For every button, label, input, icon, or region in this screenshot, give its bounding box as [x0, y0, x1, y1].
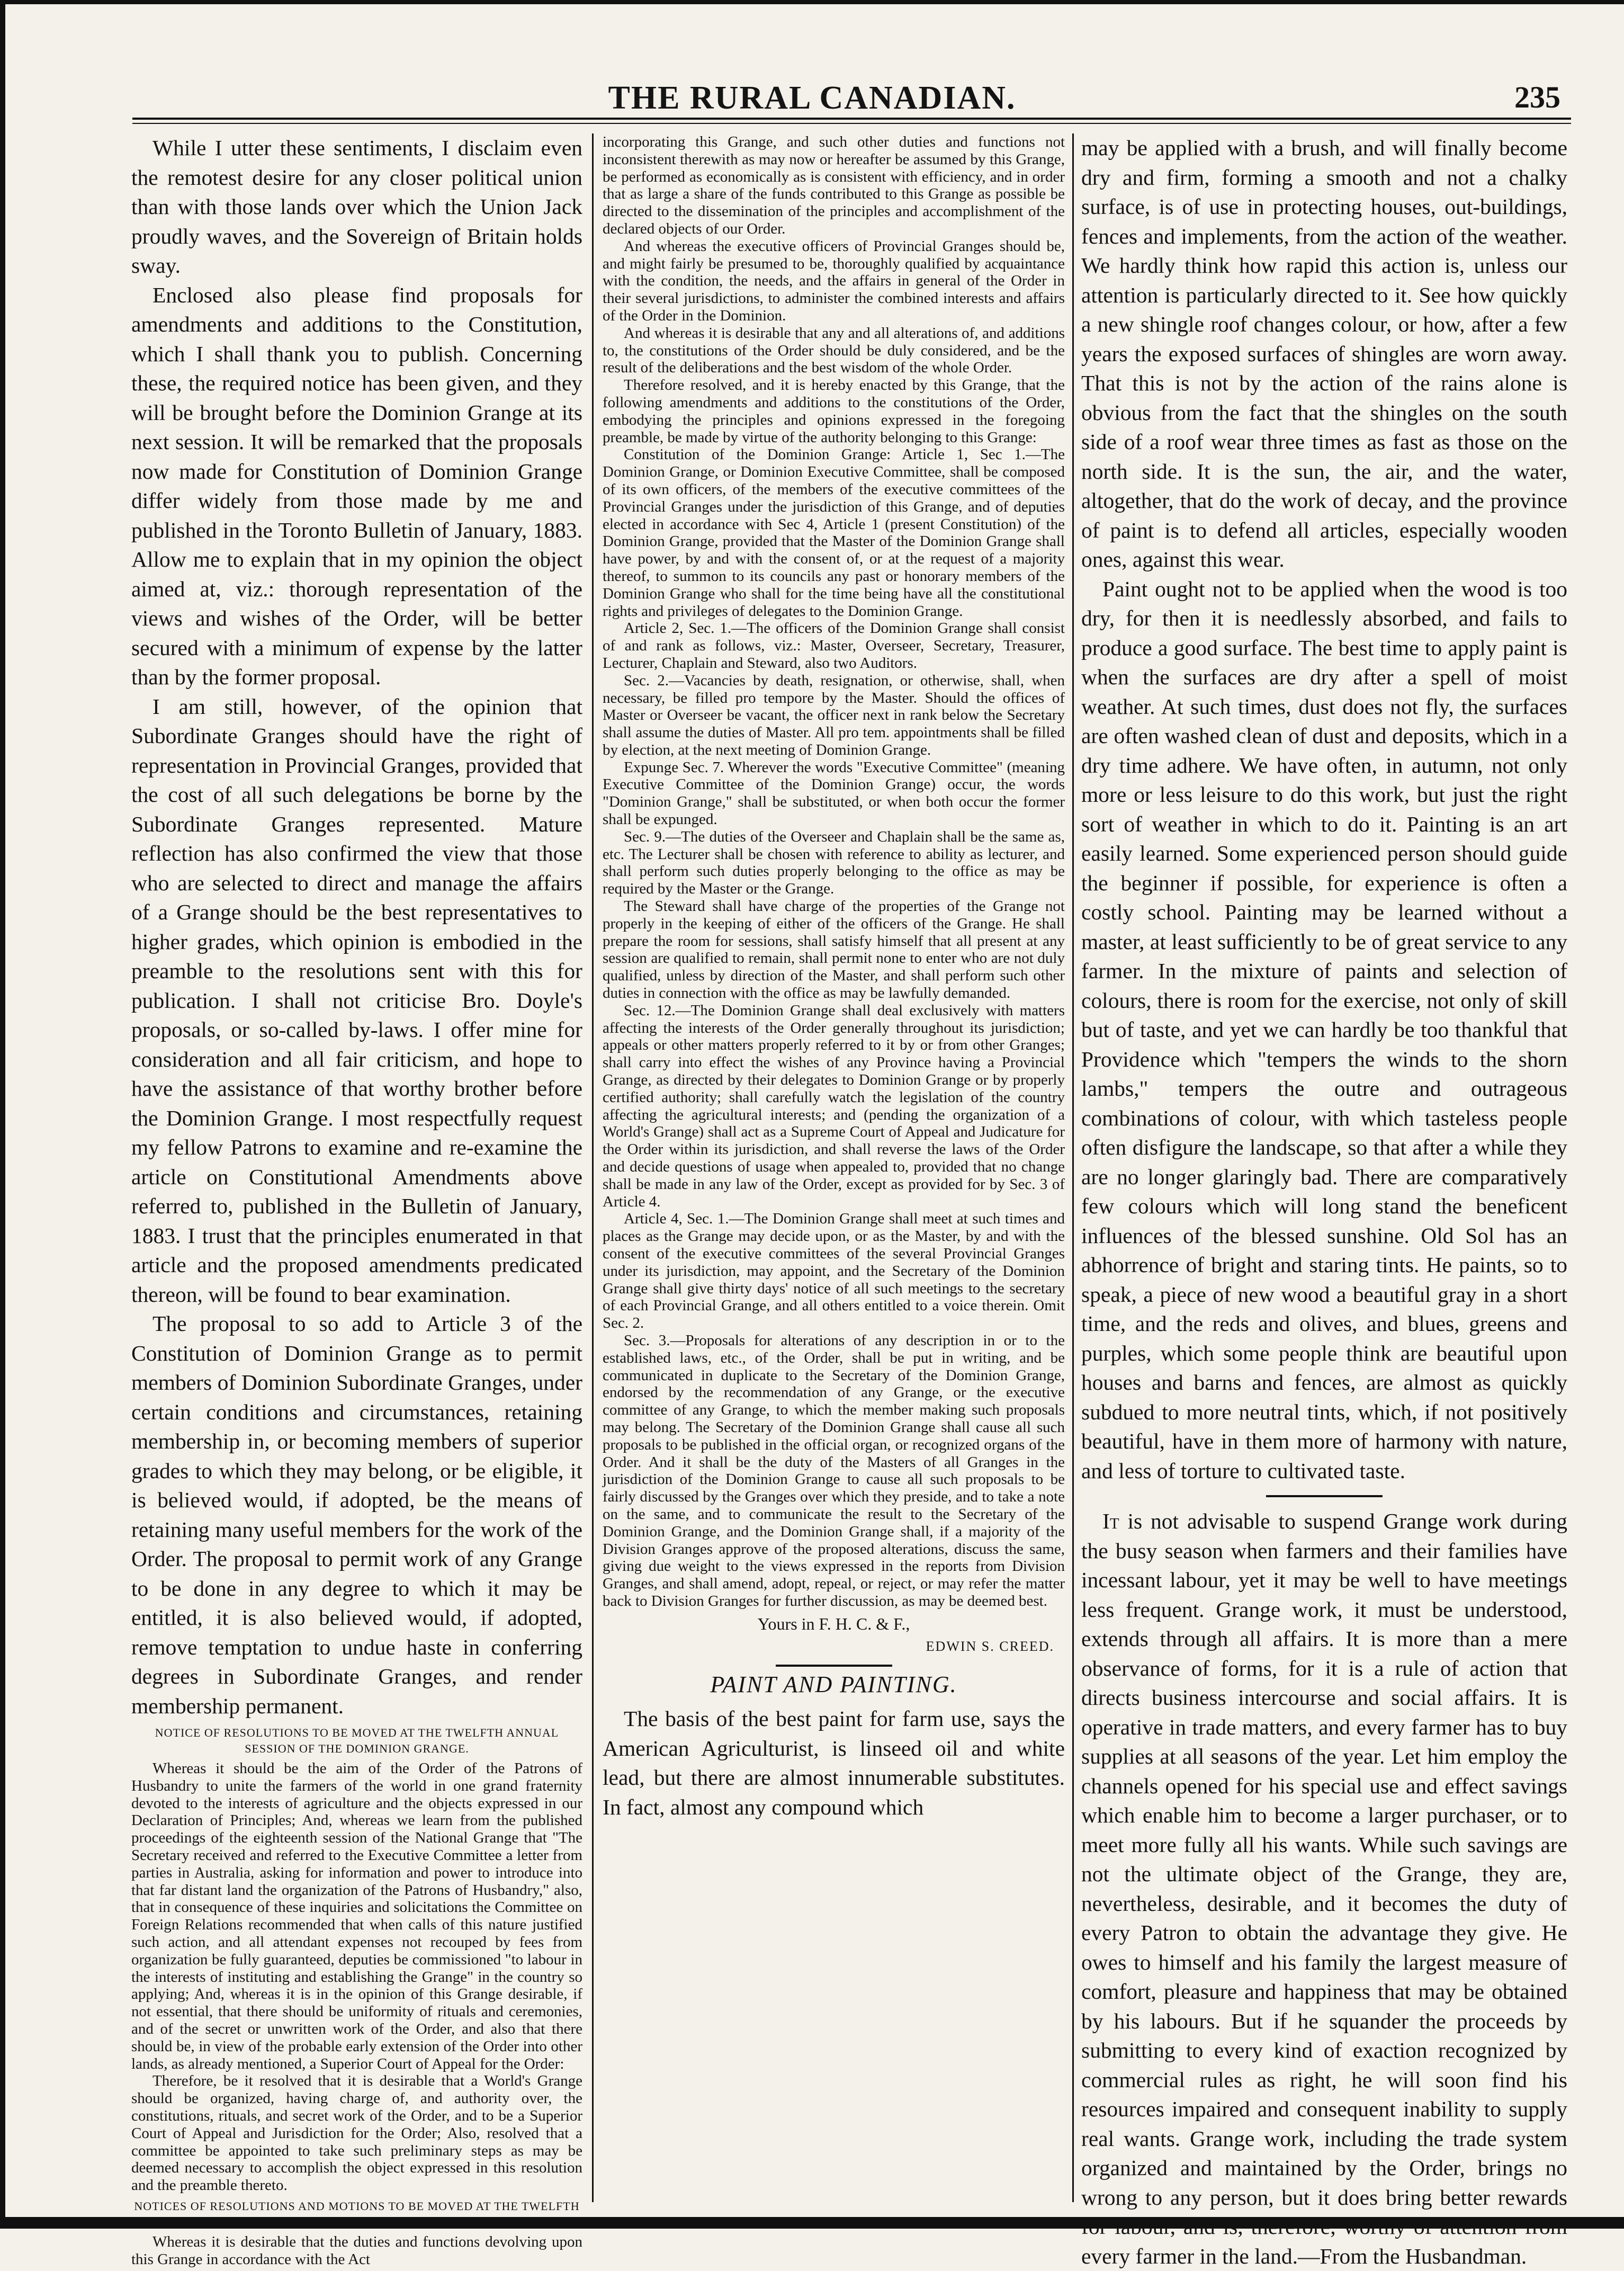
page-number: 235: [1514, 80, 1560, 114]
notice-heading: NOTICE OF RESOLUTIONS TO BE MOVED AT THE TWELFTH ANNUAL SESSION OF THE DOMINION GRANGE.: [155, 1726, 559, 1755]
paragraph: incorporating this Grange, and such other duties and functions not inconsistent therewith as may now or hereafter be assumed by this Grange, be performed as economically as is consistent with efficiency, and in order that as large a share of the funds contributed to this Grange as possible be directed to the dissemination of the principles and accomplishment of the declared objects of our Order.: [603, 133, 1065, 237]
paragraph: Sec. 2.—Vacancies by death, resignation, or otherwise, shall, when necessary, be filled pro tempore by the Master. Should the offices of Master or Overseer be vacant, the officer next in rank below the Secretary shall assume the duties of Master. All pro tem. appointments shall be filled by election, at the next meeting of Dominion Grange.: [603, 672, 1065, 758]
resolution-paragraph: Whereas it is desirable that the duties and functions devolving upon this Grange in accordance with the Act: [131, 2233, 582, 2268]
paragraph: While I utter these sentiments, I disclaim even the remotest desire for any closer political union than with those lands over which the Union Jack proudly waves, and the Sovereign of Britain holds sway.: [131, 136, 582, 278]
paragraph: [1081, 1507, 1567, 2271]
signature-salutation: Yours in F. H. C. & F.,: [757, 1614, 910, 1633]
paragraph: The basis of the best paint for farm use, says the American Agriculturist, is linseed oil and white lead, but there are almost innumerable substitutes. In fact, almost any compound which: [603, 1706, 1065, 1819]
paragraph: may be applied with a brush, and will finally become dry and firm, forming a smooth and not a chalky surface, is of use in protecting houses, out-buildings, fences and implements, from the action of the weather. We hardly think how rapid this action is, unless our attention is particularly directed to it. See how quickly a new shingle roof changes colour, or how, after a few years the exposed surfaces of shingles are worn away. That this is not by the action of the rains alone is obvious from the fact that the shingles on the south side of a roof wear three times as fast as those on the north side. It is the sun, the air, and the water, altogether, that do the work of decay, and the province of paint is to defend all articles, especially wooden ones, against this wear.: [1081, 136, 1567, 571]
paragraph: Sec. 9.—The duties of the Overseer and Chaplain shall be the same as, etc. The Lecturer shall be chosen with reference to ability as lecturer, and shall perform such duties properly belonging to the office as may be required by the Master or the Grange.: [603, 828, 1065, 898]
notice-heading: NOTICES OF RESOLUTIONS AND MOTIONS TO BE MOVED AT THE TWELFTH: [134, 2199, 580, 2213]
paragraph: And whereas it is desirable that any and all alterations of, and additions to, the constitutions of the Order should be duly considered, and be the result of the deliberations and the best wisdom of the whole Order.: [603, 324, 1065, 377]
paragraph: The Steward shall have charge of the properties of the Grange not properly in the keeping of either of the officers of the Grange. He shall prepare the room for sessions, shall satisfy himself that all present at any session are qualified to remain, shall permit none to enter who are not duly qualified, unless by direction of the Master, and shall perform such other duties in connection with the office as may be lawfully demanded.: [603, 898, 1065, 1002]
paragraph-body: is not advisable to suspend Grange work during the busy season when farmers and their families have incessant labour, yet it may be well to have meetings less frequent. Grange work, it must be understood, extends through all affairs. It is more than a mere observance of forms, for it is a rule of action that directs business intercourse and social affairs. It is operative in trade matters, and every farmer has to buy supplies at all seasons of the year. Let him employ the channels opened for his special use and effect savings which enable him to become a larger purchaser, or to meet more fully all his wants. While such savings are not the ultimate object of the Grange, they are, nevertheless, desirable, and it becomes the duty of every Patron to obtain the advantage they give. He owes to himself and his family the largest measure of comfort, pleasure and happiness that may be obtained by his labours. But if he squander the proceeds by submitting to every kind of exaction recognized by commercial rules as right, he will soon find his resources impaired and consequent inability to supply real wants. Grange work, including the trade system organized and maintained by the Order, brings no wrong to any person, but it does bring better rewards every farmer in the land.—From the Husbandman.: [1081, 1509, 1567, 2268]
paragraph: And whereas the executive officers of Provincial Granges should be, and might fairly be presumed to be, thoroughly qualified by acquaintance with the condition, the needs, and the affairs in general of the Order in their several jurisdictions, to administer the combined interests and affairs of the Order in the Dominion.: [603, 237, 1065, 324]
publication-title: THE RURAL CANADIAN.: [608, 80, 1016, 116]
signature-name: EDWIN S. CREED.: [926, 1638, 1054, 1654]
column-3: [1081, 133, 1567, 2268]
article-title: PAINT AND PAINTING.: [710, 1671, 957, 1698]
top-rule: [0, 0, 1624, 4]
section-rule: [776, 1665, 892, 1667]
column-divider-1: [592, 133, 594, 2202]
bottom-border: [0, 2217, 1624, 2229]
column-1: [131, 133, 582, 2268]
paragraph: Sec. 3.—Proposals for alterations of any description in or to the established laws, etc., of the Order, shall be put in writing, and be communicated in duplicate to the Secretary of the Dominion Grange, endorsed by the recommendation of any Grange, or the executive committee of any Grange, to which the member making such proposals may belong. The Secretary of the Dominion Grange shall cause all such proposals to be published in the official organ, or recognized organs of the Order. And it shall be the duty of the Masters of all Granges in the jurisdiction of the Dominion Grange to cause all such proposals to be fairly discussed by the Granges over which they preside, and to take a note on the same, and to communicate the result to the Secretary of the Dominion Grange, and the Dominion Grange shall, if a majority of the Division Granges approve of the proposed alterations, discuss the same, giving due weight to the views expressed in the reports from Division Granges, and shall amend, adopt, repeal, or reject, or may refer the matter back to Division Granges for further discussion, as may be deemed best.: [603, 1331, 1065, 1610]
header-rule: [132, 118, 1571, 120]
paragraph: Expunge Sec. 7. Wherever the words "Executive Committee" (meaning Executive Committee of the Dominion Grange) occur, the words "Dominion Grange," shall be substituted, or when both occur the former shall be expunged.: [603, 758, 1065, 828]
paragraph: Sec. 12.—The Dominion Grange shall deal exclusively with matters affecting the interests of the Order generally throughout its jurisdiction; appeals or other matters properly referred to it by or from other Granges; shall carry into effect the wishes of any Province having a Provincial Grange, as directed by their delegates to Dominion Grange or by properly certified authority; shall carefully watch the legislation of the country affecting the agricultural interests; and (pending the organization of a World's Grange) shall act as a Supreme Court of Appeal and Judicature for the Order within its jurisdiction, and shall reverse the laws of the Order and decide questions of usage when appealed to, provided that no change shall be made in any law of the Order, except as provided for by Sec. 3 of Article 4.: [603, 1002, 1065, 1210]
resolution-paragraph: Whereas it should be the aim of the Order of the Patrons of Husbandry to unite the farmers of the world in one grand fraternity devoted to the interests of agriculture and the objects expressed in our Declaration of Principles; And, whereas we learn from the published proceedings of the eighteenth session of the National Grange that "The Secretary received and referred to the Executive Committee a letter from parties in Australia, asking for information and power to introduce into that far distant land the organization of the Patrons of Husbandry," also, that in consequence of these inquiries and solicitations the Committee on Foreign Relations recommended that when calls of this nature justified such action, and all attendant expenses not recouped by fees from organization be fully guaranteed, deputies be commissioned "to labour in the interests of instituting and establishing the Grange" in the country so applying; And, whereas it is in the opinion of this Grange desirable, if not essential, that there should be uniformity of rituals and ceremonies, and of the secret or unwritten work of the Order, and also that there should be, in view of the probable early extension of the Order into other lands, as already mentioned, a Superior Court of Appeal for the Order:: [131, 1760, 582, 2072]
paragraph: The proposal to so add to Article 3 of the Constitution of Dominion Grange as to permit members of Dominion Subordinate Granges, under certain conditions and circumstances, retaining membership in, or becoming members of superior grades to which they may belong, or be eligible, it is believed would, if adopted, be the means of retaining many useful members for the work of the Order. The proposal to permit work of any Grange to be done in any degree to which it may be entitled, it is also believed would, if adopted, remove temptation to undue haste in conferring degrees in Subordinate Granges, and render membership permanent.: [131, 1311, 582, 1718]
paragraph: Constitution of the Dominion Grange: Article 1, Sec 1.—The Dominion Grange, or Dominion Executive Committee, shall be composed of its own officers, of the members of the executive committees of the Provincial Granges under the jurisdiction of this Grange, and of deputies elected in accordance with Sec 4, Article 1 (present Constitution) of the Dominion Grange, provided that the Master of the Dominion Grange shall have power, by and with the consent of, or at the request of a majority thereof, to summon to its councils any past or honorary members of the Dominion Grange who shall for the time being have all the constitutional rights and privileges of delegates to the Dominion Grange.: [603, 446, 1065, 620]
paragraph: I am still, however, of the opinion that Subordinate Granges should have the right of representation in Provincial Granges, provided that the cost of all such delegations be borne by the Subordinate Granges represented. Mature reflection has also confirmed the view that those who are selected to direct and manage the affairs of a Grange should be the best representatives to higher grades, which opinion is embodied in the preamble to the resolutions sent with this for publication. I shall not criticise Bro. Doyle's proposals, or so-called by-laws. I offer mine for consideration and all fair criticism, and hope to have the assistance of that worthy brother before the Dominion Grange. I most respectfully request my fellow Patrons to examine and re-examine the article on Constitutional Amendments above referred to, published in the Bulletin of January, 1883. I trust that the principles enumerated in that article and the proposed amendments predicated thereon, will be found to bear examination.: [131, 694, 582, 1307]
paragraph: Article 2, Sec. 1.—The officers of the Dominion Grange shall consist of and rank as follows, viz.: Master, Overseer, Secretary, Treasurer, Lecturer, Chaplain and Steward, also two Auditors.: [603, 620, 1065, 672]
paragraph: Therefore resolved, and it is hereby enacted by this Grange, that the following amendments and additions to the constitutions of the Order, embodying the principles and opinions expressed in the foregoing preamble, be made by virtue of the authority belonging to this Grange:: [603, 377, 1065, 446]
resolution-paragraph: Therefore, be it resolved that it is desirable that a World's Grange should be organized, having charge of, and authority over, the constitutions, rituals, and secret work of the Order, and to be a Superior Court of Appeal and Jurisdiction for the Order; Also, resolved that a committee be appointed to take such preliminary steps as may be deemed necessary to accomplish the object expressed in this resolution and the preamble thereto.: [131, 2072, 582, 2194]
section-rule: [1266, 1495, 1383, 1497]
column-divider-2: [1072, 133, 1074, 2202]
paragraph: Paint ought not to be applied when the wood is too dry, for then it is needlessly absorbed, and fails to produce a good surface. The best time to apply paint is when the surfaces are dry after a spell of moist weather. At such times, dust does not fly, the surfaces are often washed clean of dust and deposits, which in a dry time adhere. We have often, in autumn, not only more or less leisure to do this work, but just the right sort of weather in which to do it. Painting is an art easily learned. Some experienced person should guide the beginner if possible, for experience is often a costly school. Painting may be learned without a master, at least sufficiently to be of great service to any farmer. In the mixture of paints and selection of colours, there is room for the exercise, not only of skill but of taste, and yet we can hardly be too thankful that Providence which "tempers the winds to the shorn lambs," tempers the outre and outrageous combinations of colour, with which tasteless people often disfigure the landscape, so that after a while they are no longer glaringly bad. There are comparatively few colours which will long stand the beneficent influences of the blessed sunshine. Old Sol has an abhorrence of bright and staring tints. He paints, so to speak, a piece of new wood a beautiful gray in a short time, and the reds and olives, and blues, greens and purples, which some people think are beautiful upon houses and barns and fences, are almost as quickly subdued to more neutral tints, which, if not positively beautiful, have in them more of harmony with nature, and less of torture to cultivated taste.: [1081, 576, 1567, 1483]
header-rule-thin: [132, 123, 1571, 124]
paragraph: Enclosed also please find proposals for amendments and additions to the Constitution, which I shall thank you to publish. Concerning these, the required notice has been given, and they will be brought before the Dominion Grange at its next session. It will be remarked that the proposals now made for Constitution of Dominion Grange differ widely from those made by me and published in the Toronto Bulletin of January, 1883. Allow me to explain that in my opinion the object aimed at, viz.: thorough representation of the views and wishes of the Order, will be better secured with a minimum of expense by the latter than by the former proposal.: [131, 282, 582, 689]
column-2: [603, 133, 1065, 2205]
paragraph: Article 4, Sec. 1.—The Dominion Grange shall meet at such times and places as the Grange may decide upon, or as the Master, by and with the consent of the executive committees of the several Provincial Granges under its jurisdiction, may appoint, and the Secretary of the Dominion Grange shall give thirty days' notice of all such meetings to the secretary of each Provincial Grange, and all others entitled to a voice therein. Omit Sec. 2.: [603, 1210, 1065, 1332]
page-header: [0, 0, 1624, 117]
lead-word: It: [1102, 1509, 1119, 1533]
